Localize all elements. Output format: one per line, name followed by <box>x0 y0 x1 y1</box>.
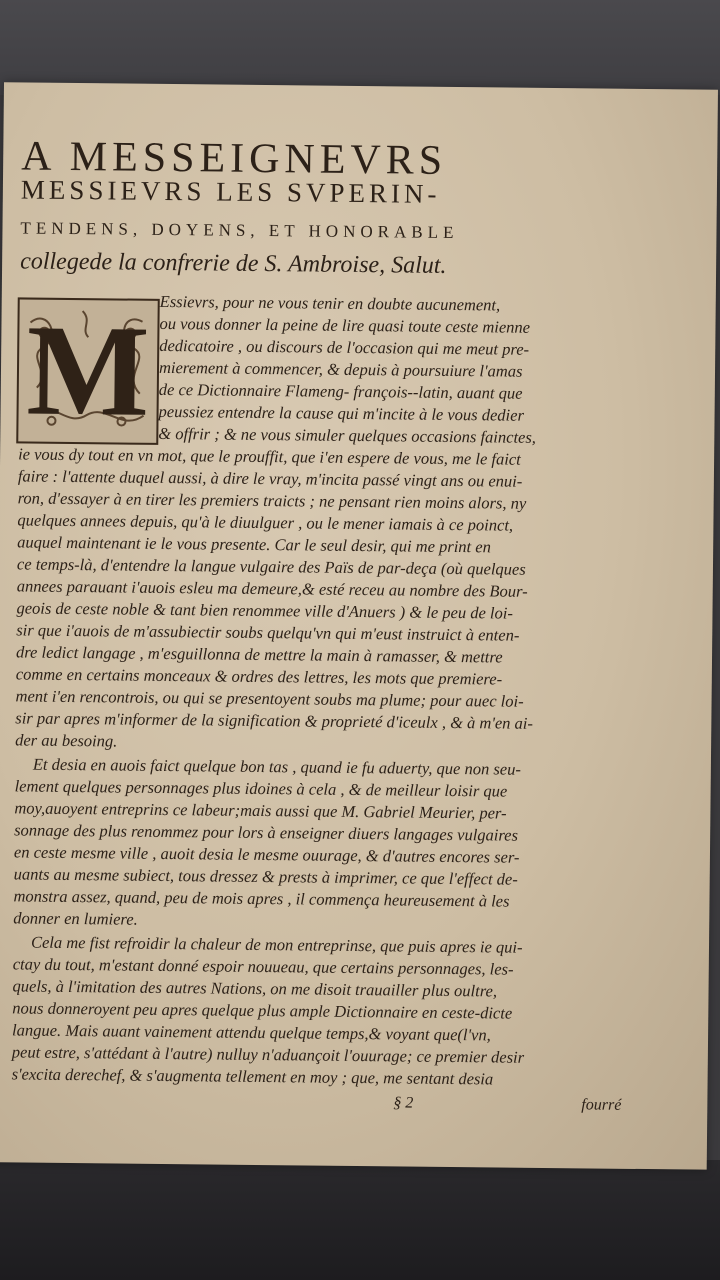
text-line: en ceste mesme ville , auoit desia le mesme ouurage, & d'autres encores ser- <box>13 842 520 867</box>
catchword: fourré <box>581 1096 622 1114</box>
text-line: moy,auoyent entreprins ce labeur;mais aussi que M. Gabriel Meurier, per- <box>14 798 507 823</box>
text-line: & offrir ; & ne vous simuler quelques occasions fainctes, <box>158 423 537 447</box>
text-line: geois de ceste noble & tant bien renommee ville d'Anuers ) & le peu de loi- <box>16 598 513 623</box>
background-top <box>0 0 720 95</box>
text-line: ie vous dy tout en vn mot, que le prouffit, que i'en espere de vous, me le faict <box>18 444 521 469</box>
text-line: ce temps-là, d'entendre la langue vulgaire des Païs de par-deça (où quelques <box>16 554 526 579</box>
book-page <box>0 82 718 1169</box>
heading-line-1: A MESSEIGNEVRS <box>21 133 448 184</box>
heading-line-3: TENDENS, DOYENS, ET HONORABLE <box>20 218 459 243</box>
decorated-initial <box>16 297 160 444</box>
heading-line-2: MESSIEVRS LES SVPERIN- <box>20 174 441 209</box>
text-line: dre ledict langage , m'esguillonna de mettre la main à ramasser, & mettre <box>15 642 503 667</box>
text-line: peut estre, s'attédant à l'autre) nulluy n'aduançoit l'ouurage; ce premier desir <box>11 1042 525 1067</box>
text-line: Cela me fist refroidir la chaleur de mon entreprinse, que puis apres ie qui- <box>30 932 523 957</box>
text-line: dedicatoire , ou discours de l'occasion qui me meut pre- <box>159 335 530 359</box>
text-line: mierement à commencer, & depuis à poursuiure l'amas <box>158 357 523 381</box>
text-line: annees parauant i'auois esleu ma demeure,& esté receu au nombre des Bour- <box>16 576 528 601</box>
text-line: peussiez entendre la cause qui m'incite à le vous dedier <box>158 401 525 425</box>
background-bottom <box>0 1160 720 1280</box>
text-line: langue. Mais auant vainement attendu quelque temps,& voyant que(l'vn, <box>11 1020 491 1045</box>
text-line: auquel maintenant ie le vous presente. Car le seul desir, qui me print en <box>17 532 491 557</box>
text-line: sir par apres m'informer de la signification & proprieté d'iceulx , & à m'en ai- <box>15 708 534 733</box>
text-line: ctay du tout, m'estant donné espoir nouueau, que certains personnages, les- <box>12 954 514 979</box>
text-line: sir que i'auois de m'assubiectir soubs quelqu'vn qui m'eust instruict à enten- <box>16 620 520 645</box>
signature-mark: § 2 <box>393 1094 414 1112</box>
text-line: s'excita derechef, & s'augmenta tellement en moy ; que, me sentant desia <box>11 1064 494 1089</box>
text-line: Et desia en auois faict quelque bon tas , quand ie fu aduerty, que non seu- <box>32 754 522 779</box>
text-line: de ce Dictionnaire Flameng- françois--latin, auant que <box>158 379 523 403</box>
text-line: lement quelques personnages plus idoines à cela , & de meilleur loisir que <box>14 776 508 801</box>
text-line: ment i'en rencontrois, ou qui se presentoyent soubs ma plume; pour auec loi- <box>15 686 524 711</box>
text-line: monstra assez, quand, peu de mois apres , il commença heureusement à les <box>13 886 510 911</box>
body-text <box>11 287 640 1089</box>
text-line: ou vous donner la peine de lire quasi toute ceste mienne <box>159 313 531 337</box>
text-line: ron, d'essayer à en tirer les premiers traicts ; ne pensant rien moins alors, ny <box>17 488 527 513</box>
text-line: uants au mesme subiect, tous dressez & prests à imprimer, ce que l'effect de- <box>13 864 518 889</box>
text-line: quelques annees depuis, qu'à le diuulguer , ou le mener iamais à ce poinct, <box>17 510 514 535</box>
text-line: Essievrs, pour ne vous tenir en doubte aucunement, <box>159 291 501 315</box>
text-line: nous donneroyent peu apres quelque plus ample Dictionnaire en ceste-dicte <box>12 998 513 1023</box>
text-line: der au besoing. <box>15 730 118 751</box>
text-line: sonnage des plus renommez pour lors à enseigner diuers langages vulgaires <box>14 820 519 845</box>
heading-line-4: collegede la confrerie de S. Ambroise, Salut. <box>20 248 447 279</box>
text-line: faire : l'attente duquel aussi, à dire le vray, m'incita passé vingt ans ou enui- <box>17 466 523 491</box>
text-line: quels, à l'imitation des autres Nations, on me disoit trauailler plus oultre, <box>12 976 498 1001</box>
text-line: donner en lumiere. <box>13 908 138 929</box>
initial-letter: M <box>25 298 151 444</box>
text-line: comme en certains monceaux & ordres des lettres, les mots que premiere- <box>15 664 503 689</box>
